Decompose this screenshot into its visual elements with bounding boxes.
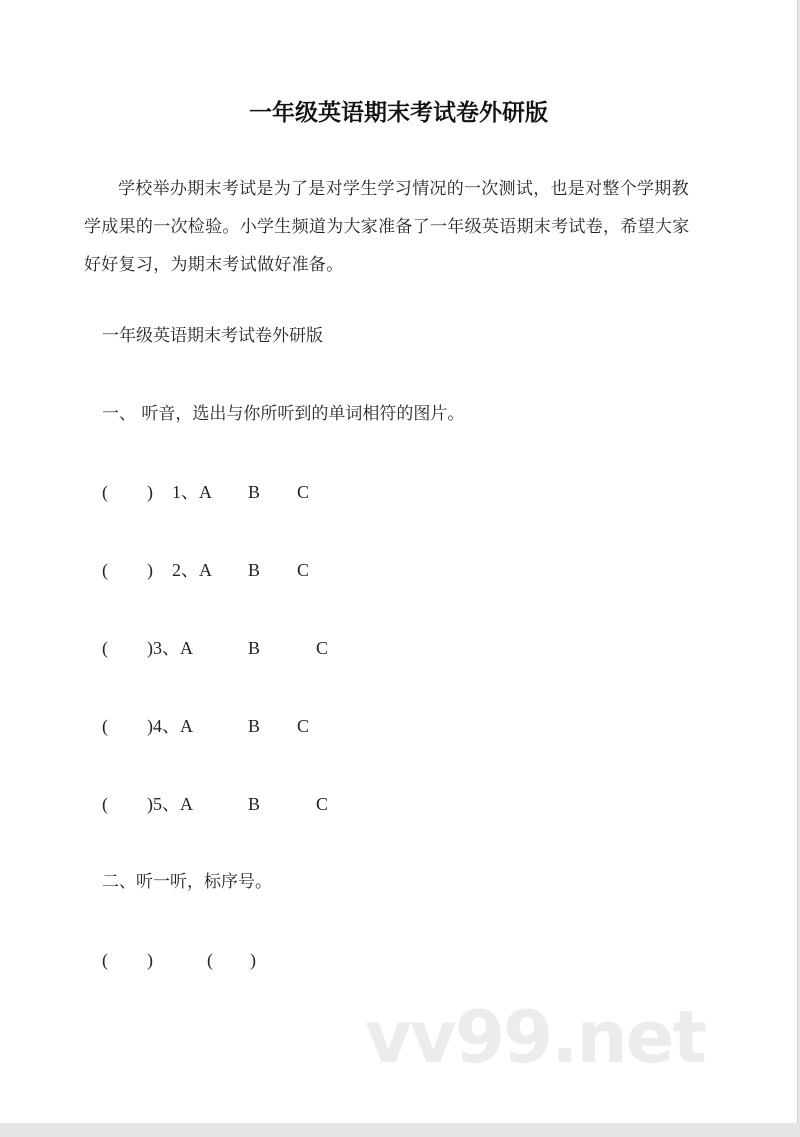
option-b: B [248,716,261,736]
option-c: C [316,794,329,814]
blank-open: ( [102,950,108,970]
blank-open: ( [102,560,108,580]
option-c: C [297,482,310,502]
blank-open: ( [102,638,108,658]
question-number: )3、A [147,638,193,658]
option-b: B [248,638,261,658]
section-2-heading: 二、听一听，标序号。 [102,872,272,892]
subtitle: 一年级英语期末考试卷外研版 [102,326,323,346]
option-c: C [316,638,329,658]
question-number: )4、A [147,716,193,736]
question-number: )5、A [147,794,193,814]
blank-close: ) [147,560,153,580]
option-c: C [297,560,310,580]
blank-open: ( [102,794,108,814]
blank-open: ( [102,716,108,736]
option-c: C [297,716,310,736]
option-b: B [248,560,261,580]
option-b: B [248,482,261,502]
blank-close: ) [250,950,256,970]
blank-close: ) [147,482,153,502]
watermark: vv99.net [365,995,705,1079]
section-1-heading: 一、 听音，选出与你所听到的单词相符的图片。 [102,404,465,424]
question-number: 1、A [172,482,212,502]
option-b: B [248,794,261,814]
blank-open: ( [102,482,108,502]
blank-open: ( [207,950,213,970]
intro-paragraph: 学校举办期末考试是为了是对学生学习情况的一次测试，也是对整个学期教学成果的一次检验。小学生频道为大家准备了一年级英语期末考试卷，希望大家好好复习，为期末考试做好准备。 [84,179,690,275]
question-number: 2、A [172,560,212,580]
document-title: 一年级英语期末考试卷外研版 [249,100,548,126]
blank-close: ) [147,950,153,970]
